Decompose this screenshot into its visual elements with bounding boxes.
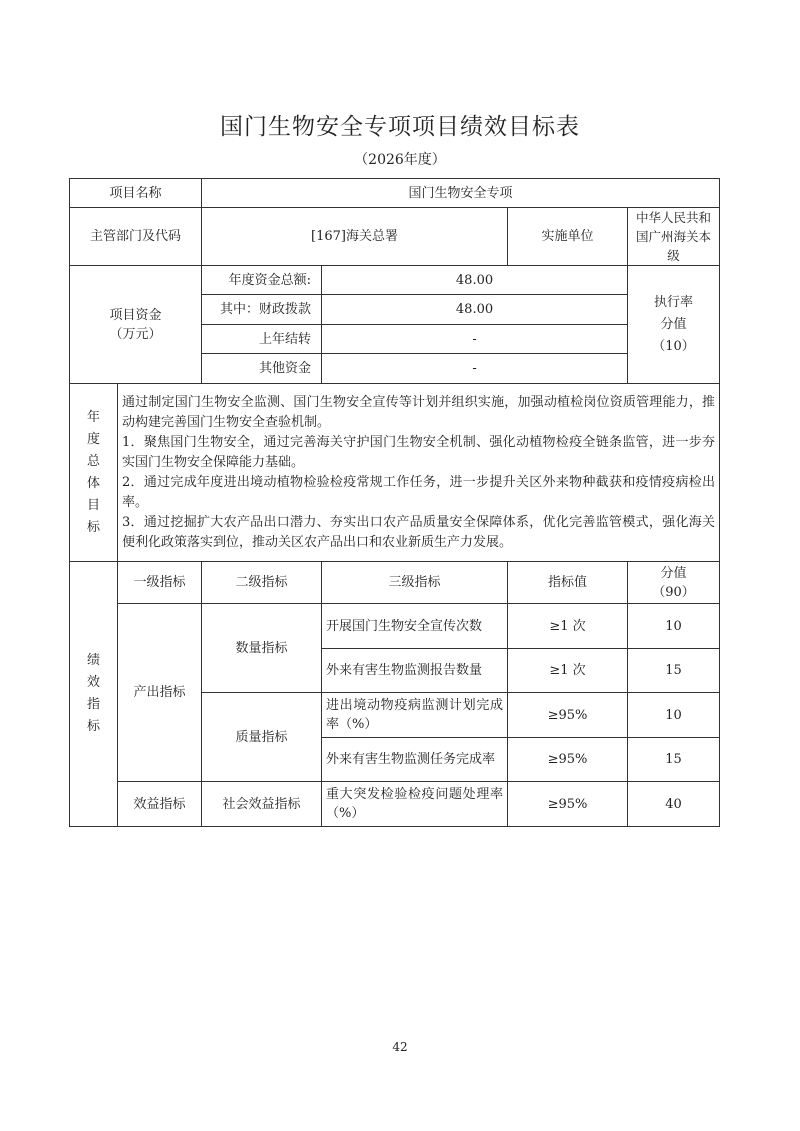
indicator-header-row <box>70 562 720 604</box>
quality-indicator-label: 质量指标 <box>202 693 322 782</box>
header-score: 分值 <box>660 565 687 581</box>
social-benefit-label: 社会效益指标 <box>202 782 322 827</box>
page-subtitle: （2026年度） <box>354 152 446 168</box>
output-indicator-label: 产出指标 <box>118 604 202 782</box>
execution-score-label: 分值 <box>660 316 687 332</box>
indicator-value: ≥1 次 <box>508 649 628 693</box>
header-score-total: （90） <box>652 584 695 600</box>
implementing-unit-value: 中华人民共和国广州海关本级 <box>628 208 720 266</box>
header-level2: 二级指标 <box>202 562 322 604</box>
annual-goals-label: 年度总体目标 <box>86 409 100 535</box>
fund-fiscal-label: 其中：财政拨款 <box>202 295 322 325</box>
indicator-score: 15 <box>628 738 720 782</box>
project-name-value: 国门生物安全专项 <box>202 179 720 208</box>
goal-item-1: 1．聚焦国门生物安全，通过完善海关守护国门生物安全机制、强化动植物检疫全链条监管，进一步夯实国门生物安全保障能力基础。 <box>122 434 716 470</box>
quantity-indicator-label: 数量指标 <box>202 604 322 693</box>
annual-goals-text <box>118 384 720 562</box>
table-row <box>70 604 720 649</box>
indicator-value: ≥95% <box>508 782 628 827</box>
table-row <box>70 782 720 827</box>
annual-goals-label-cell <box>70 384 118 562</box>
header-value: 指标值 <box>508 562 628 604</box>
performance-goal-table <box>69 178 720 827</box>
funds-unit: （万元） <box>109 326 162 342</box>
execution-rate-label: 执行率 <box>654 294 694 310</box>
header-score-cell <box>628 562 720 604</box>
fund-total-value: 48.00 <box>322 266 628 295</box>
indicator-score: 15 <box>628 649 720 693</box>
indicator-value: ≥95% <box>508 693 628 738</box>
fund-carryover-label: 上年结转 <box>202 325 322 354</box>
department-value: [167]海关总署 <box>202 208 508 266</box>
execution-rate-cell <box>628 266 720 384</box>
indicator-name: 外来有害生物监测任务完成率 <box>322 738 508 782</box>
indicator-name: 进出境动物疫病监测计划完成率（%） <box>322 693 508 738</box>
goal-intro: 通过制定国门生物安全监测、国门生物安全宣传等计划并组织实施，加强动植检岗位资质管理能力，推动构建完善国门生物安全查验机制。 <box>122 394 716 430</box>
page-number: 42 <box>392 1040 408 1054</box>
goal-item-2: 2．通过完成年度进出境动植物检验检疫常规工作任务，进一步提升关区外来物种截获和疫情疫病检出率。 <box>122 474 716 510</box>
goal-item-3: 3．通过挖掘扩大农产品出口潜力、夯实出口农产品质量安全保障体系，优化完善监管模式，强化海关便利化政策落实到位，推动关区农产品出口和农业新质生产力发展。 <box>122 514 716 550</box>
funds-label: 项目资金 <box>109 307 162 323</box>
indicator-name: 外来有害生物监测报告数量 <box>322 649 508 693</box>
benefit-indicator-label: 效益指标 <box>118 782 202 827</box>
indicator-name: 重大突发检验检疫问题处理率（%） <box>322 782 508 827</box>
header-level3: 三级指标 <box>322 562 508 604</box>
fund-total-label: 年度资金总额: <box>202 266 322 295</box>
page-title: 国门生物安全专项项目绩效目标表 <box>220 114 580 140</box>
annual-goals-row <box>70 384 720 562</box>
performance-label: 绩效指标 <box>86 653 100 734</box>
project-name-label: 项目名称 <box>70 179 202 208</box>
indicator-score: 40 <box>628 782 720 827</box>
indicator-score: 10 <box>628 693 720 738</box>
indicator-value: ≥1 次 <box>508 604 628 649</box>
header-level1: 一级指标 <box>118 562 202 604</box>
funds-label-cell <box>70 266 202 384</box>
fund-carryover-value: - <box>322 325 628 354</box>
department-row <box>70 208 720 266</box>
performance-label-cell <box>70 562 118 827</box>
fund-other-value: - <box>322 354 628 384</box>
indicator-value: ≥95% <box>508 738 628 782</box>
execution-score-value: （10） <box>652 338 695 354</box>
fund-other-label: 其他资金 <box>202 354 322 384</box>
project-name-row <box>70 179 720 208</box>
implementing-unit-label: 实施单位 <box>508 208 628 266</box>
fund-fiscal-value: 48.00 <box>322 295 628 325</box>
indicator-score: 10 <box>628 604 720 649</box>
department-label: 主管部门及代码 <box>70 208 202 266</box>
funds-row-total <box>70 266 720 295</box>
indicator-name: 开展国门生物安全宣传次数 <box>322 604 508 649</box>
